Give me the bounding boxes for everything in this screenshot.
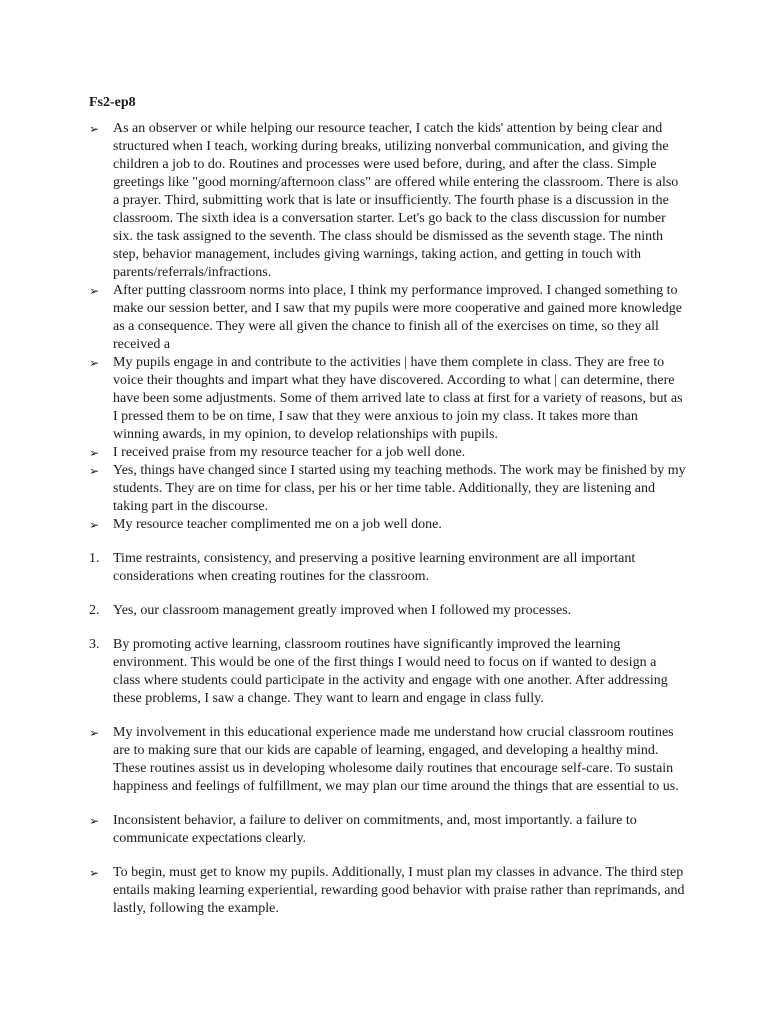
list-item-text: My resource teacher complimented me on a job well done. [113,517,442,532]
list-item [0,354,768,444]
list-item-text: My involvement in this educational experience made me understand how crucial classroom routines are to making sure that our kids are capable of learning, engaged, and developing a healthy mind. These routines assist us in developing wholesome daily routines that encourage self-care. To sustain happiness and feelings of fulfillment, we may plan our time around the things that are essential to us. [113,725,679,794]
arrow-bullet-icon: ➢ [89,464,100,478]
arrow-bullet-icon: ➢ [89,518,100,532]
arrow-bullet-icon: ➢ [89,122,100,136]
arrow-bullet-icon: ➢ [89,446,100,460]
list-item [0,636,768,708]
list-item [0,462,768,516]
arrow-bullet-icon: ➢ [89,726,100,740]
list-item-text: As an observer or while helping our resource teacher, I catch the kids' attention by being clear and structured when I teach, working during breaks, utilizing nonverbal communication, and giving the children a job to do. Routines and processes were used before, during, and after the class. Simple greetings like "good morning/afternoon class" are offered while entering the classroom. There is also a prayer. Third, submitting work that is late or insufficiently. The fourth phase is a discussion in the classroom. The sixth idea is a conversation starter. Let's go back to the class discussion for number six. the task assigned to the seventh. The class should be dismissed as the seventh stage. The ninth step, behavior management, includes giving warnings, taking action, and getting in touch with parents/referrals/infractions. [113,121,679,280]
arrow-bullet-icon: ➢ [89,356,100,370]
list-item [0,864,768,918]
list-item [0,444,768,462]
list-item-text: Yes, things have changed since I started using my teaching methods. The work may be finished by my students. They are on time for class, per his or her time table. Additionally, they are listening and taking part in the discourse. [113,463,686,514]
arrow-bullet-icon: ➢ [89,866,100,880]
paragraph-gap [0,586,768,602]
list-item [0,282,768,354]
list-number: 1. [89,551,100,566]
list-item [0,120,768,282]
list-number: 2. [89,603,100,618]
list-item-text: To begin, must get to know my pupils. Additionally, I must plan my classes in advance. The third step entails making learning experiential, rewarding good behavior with praise rather than reprimands, and lastly, following the example. [113,865,685,916]
list-item-text: My pupils engage in and contribute to the activities | have them complete in class. They are free to voice their thoughts and impart what they have discovered. According to what | can determine, there have been some adjustments. Some of them arrived late to class at first for a variety of reasons, but as I pressed them to be on time, I saw that they were anxious to join my class. It takes more than winning awards, in my opinion, to develop relationships with pupils. [113,355,683,442]
paragraph-gap [0,708,768,724]
paragraph-gap [0,620,768,636]
document-body [0,120,768,918]
list-item [0,812,768,848]
list-item [0,724,768,796]
arrow-bullet-icon: ➢ [89,284,100,298]
list-item-text: By promoting active learning, classroom routines have significantly improved the learning environment. This would be one of the first things I would need to focus on if wanted to design a class where students could participate in the activity and engage with one another. After addressing these problems, I saw a change. They want to learn and engage in class fully. [113,637,668,706]
arrow-bullet-icon: ➢ [89,814,100,828]
list-number: 3. [89,637,100,652]
list-item-text: Time restraints, consistency, and preserving a positive learning environment are all important considerations when creating routines for the classroom. [113,551,636,584]
paragraph-gap [0,796,768,812]
list-item-text: Inconsistent behavior, a failure to deliver on commitments, and, most importantly. a failure to communicate expectations clearly. [113,813,637,846]
list-item-text: After putting classroom norms into place, I think my performance improved. I changed something to make our session better, and I saw that my pupils were more cooperative and gained more knowledge as a consequence. They were all given the chance to finish all of the exercises on time, so they all received a [113,283,682,352]
list-item [0,550,768,586]
document-title: Fs2-ep8 [89,95,136,110]
list-item [0,602,768,620]
paragraph-gap [0,534,768,550]
paragraph-gap [0,848,768,864]
list-item-text: Yes, our classroom management greatly improved when I followed my processes. [113,603,572,618]
list-item [0,516,768,534]
list-item-text: I received praise from my resource teacher for a job well done. [113,445,466,460]
